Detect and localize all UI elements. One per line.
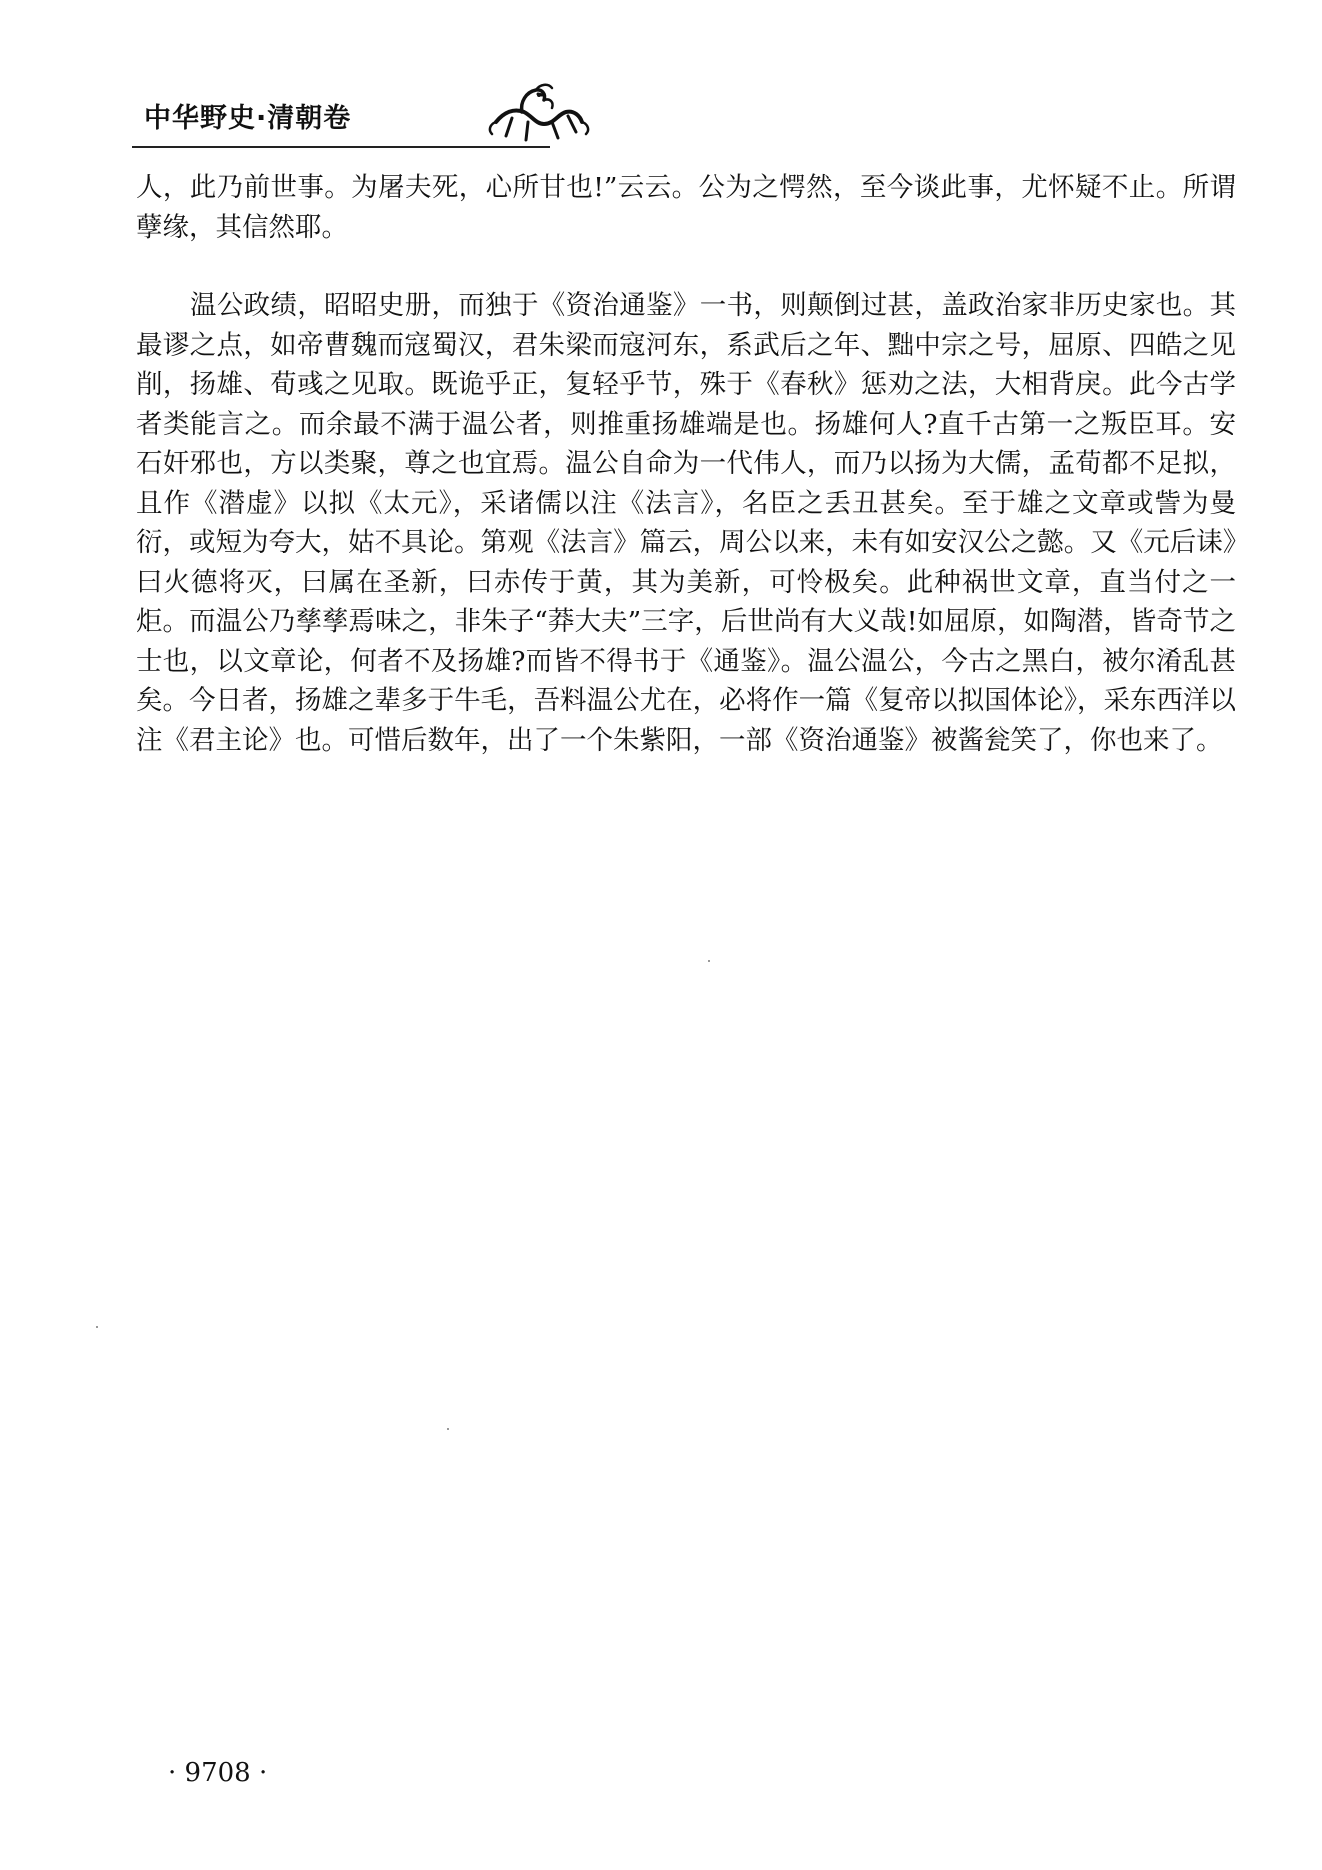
body-paragraph: 温公政绩，昭昭史册，而独于《资治通鉴》一书，则颠倒过甚，盖政治家非历史家也。其最谬之点，如帝曹魏而寇蜀汉，君朱梁而寇河东，系武后之年、黜中宗之号，屈原、四皓之见削，扬雄、荀彧之见取。既诡乎正，复轻乎节，殊于《春秋》惩劝之法，大相背戾。此今古学者类能言之。而余最不满于温公者，则推重扬雄端是也。扬雄何人?直千古第一之叛臣耳。安石奸邪也，方以类聚，尊之也宜焉。温公自命为一代伟人，而乃以扬为大儒，孟荀都不足拟，且作《潜虚》以拟《太元》，采诸儒以注《法言》，名臣之丢丑甚矣。至于雄之文章或訾为曼衍，或短为夸大，姑不具论。第观《法言》篇云，周公以来，未有如安汉公之懿。又《元后诔》曰火德将灭，曰属在圣新，曰赤传于黄，其为美新，可怜极矣。此种祸世文章，直当付之一炬。而温公乃孳孳焉味之，非朱子“莽大夫”三字，后世尚有大义哉!如屈原，如陶潜，皆奇节之士也，以文章论，何者不及扬雄?而皆不得书于《通鉴》。温公温公，今古之黑白，被尔淆乱甚矣。今日者，扬雄之辈多于牛毛，吾料温公尤在，必将作一篇《复帝以拟国体论》，采东西洋以注《君主论》也。可惜后数年，出了一个朱紫阳，一部《资治通鉴》被酱瓮笑了，你也来了。: [136, 290, 1236, 756]
scan-speck: [447, 1428, 449, 1430]
page-header: [132, 78, 1232, 150]
page-number: · 9708 ·: [168, 1758, 268, 1788]
book-title: 中华野史·清朝卷: [144, 103, 352, 134]
dragon-icon: [482, 78, 594, 150]
header-rule: [132, 146, 550, 148]
continuation-paragraph: 人，此乃前世事。为屠夫死，心所甘也!”云云。公为之愕然，至今谈此事，尤怀疑不止。所谓孽缘，其信然耶。: [136, 172, 1236, 243]
scan-speck: [708, 960, 710, 962]
scan-speck: [96, 1326, 98, 1328]
